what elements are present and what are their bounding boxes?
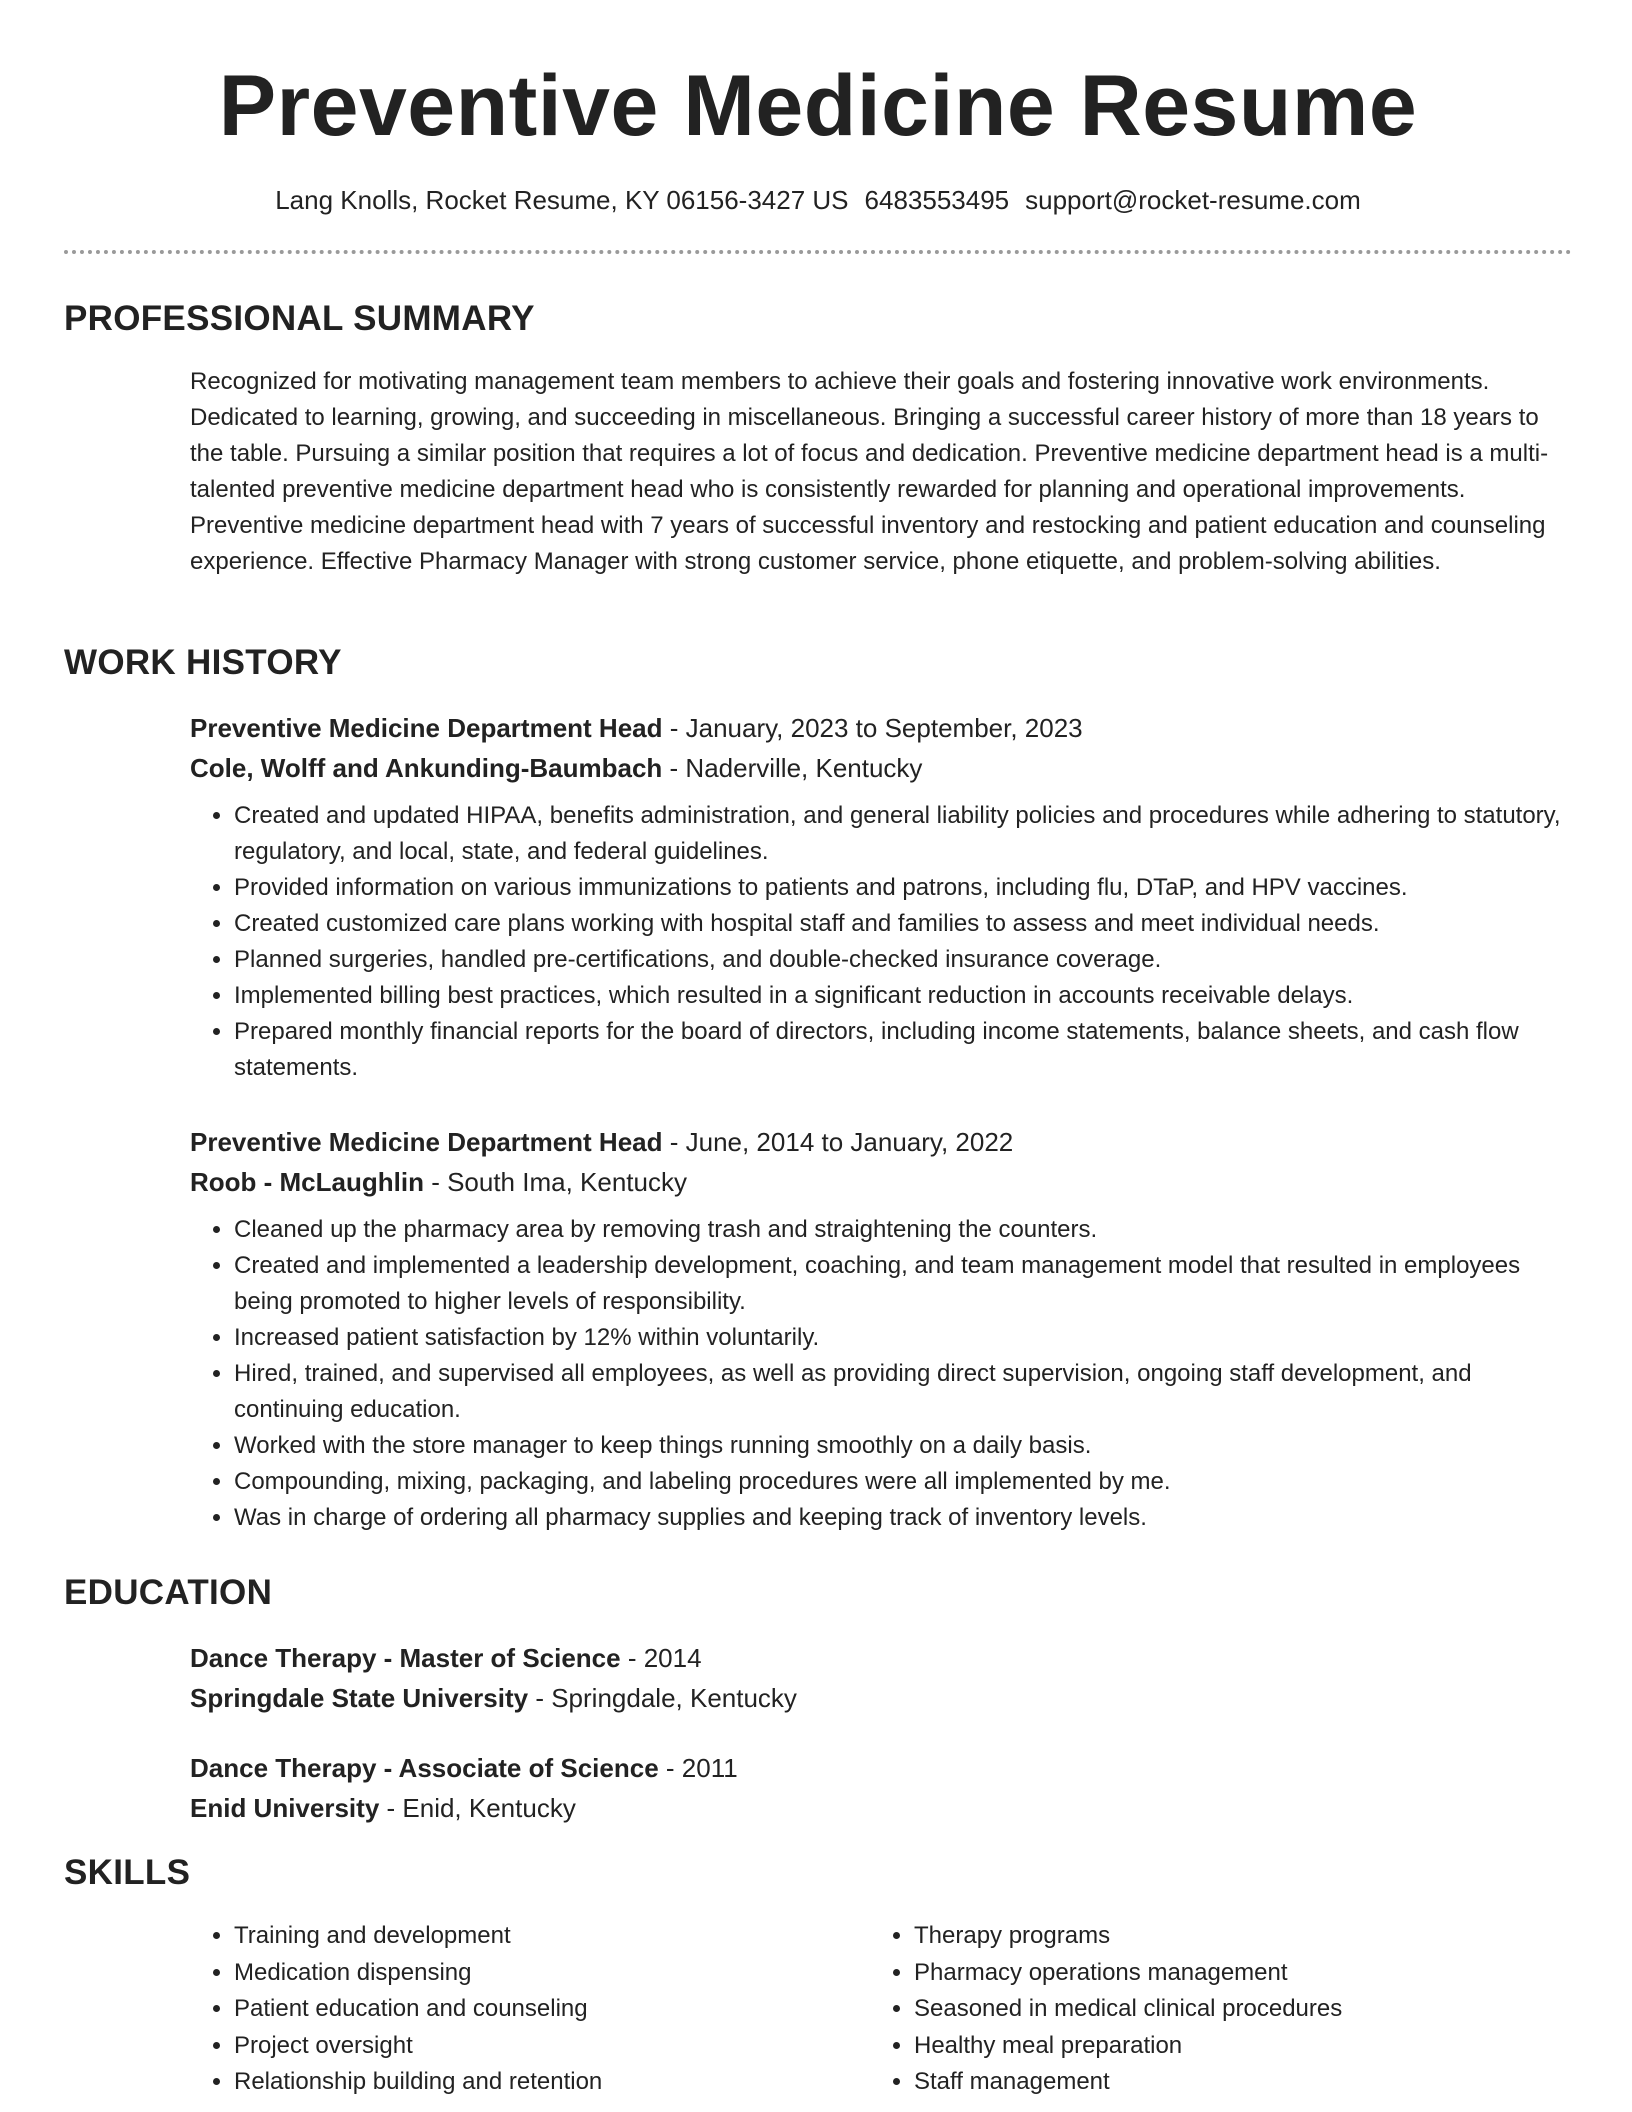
skills-heading: SKILLS [64,1853,191,1892]
job-bullet: • Worked with the store manager to keep things running smoothly on a daily basis. [234,1428,1572,1464]
contact-address: Lang Knolls, Rocket Resume, KY 06156-3427 US [275,185,849,215]
skill-item: • Seasoned in medical clinical procedures [914,1991,1550,2028]
job-bullets [190,798,1572,1086]
skill-item: • Relationship building and retention [234,2064,870,2101]
job-location: - South Ima, Kentucky [423,1167,687,1197]
resume-title: Preventive Medicine Resume [218,58,1418,154]
header-divider [64,250,1572,254]
education-heading: EDUCATION [64,1573,273,1612]
education-entry [190,1748,1572,1828]
job-bullet: • Implemented billing best practices, which resulted in a significant reduction in accounts receivable delays. [234,978,1572,1014]
summary-text: Recognized for motivating management team members to achieve their goals and fostering innovative work environments. Dedicated to learning, growing, and succeeding in miscellaneous. Bringing a successful career history of more than 18 years to the table. Pursuing a similar position that requires a lot of focus and dedication. Preventive medicine department head is a multi-talented preventive medicine department head who is consistently rewarded for planning and operational improvements. Preventive medicine department head with 7 years of successful inventory and restocking and patient education and counseling experience. Effective Pharmacy Manager with strong customer service, phone etiquette, and problem-solving abilities. [190,368,1549,575]
job-bullet: • Cleaned up the pharmacy area by removing trash and straightening the counters. [234,1212,1572,1248]
job-company: Roob - McLaughlin [190,1167,424,1197]
job-company-line [190,1162,1572,1202]
resume-page [64,0,1572,2095]
contact-email: support@rocket-resume.com [1025,185,1361,215]
skills-column-left [190,1918,870,2101]
degree-name: Dance Therapy - Master of Science [190,1643,621,1673]
skills-column-right [870,1918,1550,2101]
degree-year: - 2014 [620,1643,702,1673]
school-location: - Springdale, Kentucky [528,1683,797,1713]
job-bullet: • Was in charge of ordering all pharmacy supplies and keeping track of inventory levels. [234,1500,1572,1536]
job-bullet: • Increased patient satisfaction by 12% within voluntarily. [234,1320,1572,1356]
school-line [190,1678,1572,1718]
skill-item: • Therapy programs [914,1918,1550,1955]
education-entry [190,1638,1572,1718]
skill-item: • Staff management [914,2064,1550,2101]
skill-item: • Project oversight [234,2028,870,2065]
job-bullet: • Compounding, mixing, packaging, and labeling procedures were all implemented by me. [234,1464,1572,1500]
job-bullet: • Provided information on various immunizations to patients and patrons, including flu, DTaP, and HPV vaccines. [234,870,1572,906]
degree-year: - 2011 [658,1753,738,1783]
job-title-line [190,708,1572,748]
contact-line [64,184,1572,216]
school-name: Springdale State University [190,1683,529,1713]
skill-item: • Healthy meal preparation [914,2028,1550,2065]
job-bullet: • Planned surgeries, handled pre-certifications, and double-checked insurance coverage. [234,942,1572,978]
job-entry [190,1122,1572,1536]
skill-item: • Training and development [234,1918,870,1955]
summary-heading: PROFESSIONAL SUMMARY [64,299,535,338]
skills-list [190,1918,1572,2101]
skill-item: • Medication dispensing [234,1955,870,1992]
work-history-heading: WORK HISTORY [64,643,342,682]
school-location: - Enid, Kentucky [379,1793,576,1823]
skill-item: • Patient education and counseling [234,1991,870,2028]
job-bullet: • Created and implemented a leadership development, coaching, and team management model that resulted in employees being promoted to higher levels of responsibility. [234,1248,1572,1320]
school-line [190,1788,1572,1828]
job-bullet: • Created and updated HIPAA, benefits administration, and general liability policies and procedures while adhering to statutory, regulatory, and local, state, and federal guidelines. [234,798,1572,870]
job-bullet: • Hired, trained, and supervised all employees, as well as providing direct supervision, ongoing staff development, and continuing education. [234,1356,1572,1428]
skills-grid [190,1918,1572,2101]
job-company: Cole, Wolff and Ankunding-Baumbach [190,753,663,783]
job-bullets [190,1212,1572,1536]
degree-name: Dance Therapy - Associate of Science [190,1753,659,1783]
job-title: Preventive Medicine Department Head [190,1127,663,1157]
job-entry [190,708,1572,1086]
job-company-line [190,748,1572,788]
job-title-line [190,1122,1572,1162]
job-dates: - January, 2023 to September, 2023 [662,713,1083,743]
school-name: Enid University [190,1793,380,1823]
job-location: - Naderville, Kentucky [662,753,923,783]
contact-phone: 6483553495 [864,185,1010,215]
job-bullet: • Created customized care plans working with hospital staff and families to assess and meet individual needs. [234,906,1572,942]
job-title: Preventive Medicine Department Head [190,713,663,743]
job-bullet: • Prepared monthly financial reports for the board of directors, including income statements, balance sheets, and cash flow statements. [234,1014,1572,1086]
degree-line [190,1748,1572,1788]
skill-item: • Pharmacy operations management [914,1955,1550,1992]
degree-line [190,1638,1572,1678]
job-dates: - June, 2014 to January, 2022 [662,1127,1014,1157]
